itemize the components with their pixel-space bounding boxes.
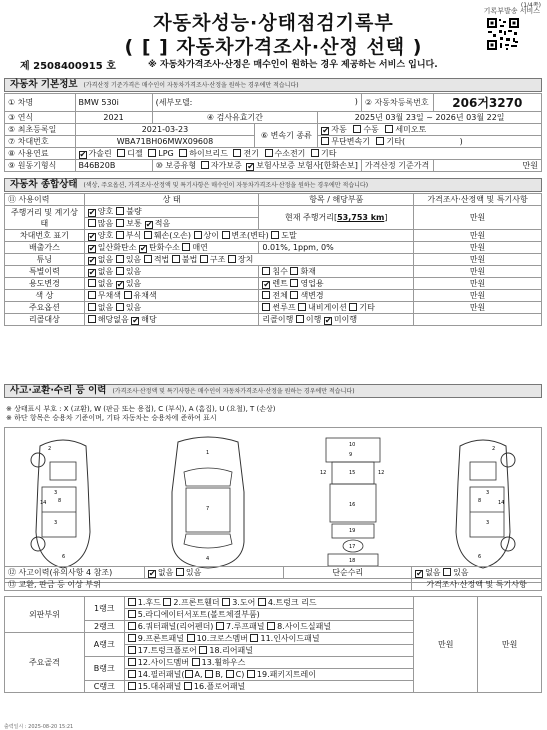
document-title: 자동차성능·상태점검기록부 xyxy=(153,12,394,34)
svg-text:19: 19 xyxy=(349,528,356,534)
svg-text:14: 14 xyxy=(40,500,47,506)
svg-text:4: 4 xyxy=(206,556,210,562)
svg-text:7: 7 xyxy=(206,506,210,512)
service-notice: ※ 자동차가격조사·산정은 매수인이 원하는 경우 제공하는 서비스 입니다. xyxy=(148,60,438,70)
insurer-name: 한화손보 xyxy=(323,161,355,170)
svg-text:3: 3 xyxy=(54,490,58,496)
svg-text:12: 12 xyxy=(320,470,327,476)
passenger-car-note: ※ 하단 항목은 승용차 기준이며, 기타 자동차는 승용차에 준하여 표시 xyxy=(6,414,217,422)
vin-number: WBA71BH06MWX09608 xyxy=(75,136,255,148)
model-year: 2021 xyxy=(75,112,152,124)
engine-type: B46B20B xyxy=(75,160,152,172)
svg-text:3: 3 xyxy=(54,520,58,526)
car-left-side-diagram xyxy=(28,432,98,572)
mail-service-label: 기록부발송 서비스 xyxy=(483,7,540,15)
car-top-diagram xyxy=(158,432,258,572)
car-name: BMW 530i xyxy=(75,94,152,112)
svg-text:2: 2 xyxy=(48,446,52,452)
accident-history-header: 사고·교환·수리 등 이력 (가격조사·산정액 및 특기사항은 매수인이 자동차가격조사·산정을 원하는 경우에만 적습니다) xyxy=(4,384,542,398)
basic-info-header: 자동차 기본정보 (가격산정 기준가격은 매수인이 자동차가격조사·산정을 원하는 경우에만 적습니다) xyxy=(4,78,542,92)
svg-text:6: 6 xyxy=(62,554,66,560)
warranty-options: ⑩ 보증유형 자가보증 ✔ 보험사보증 보험사[한화손보] xyxy=(152,160,361,172)
page-mark: (1/4쪽) xyxy=(520,2,541,9)
svg-text:10: 10 xyxy=(349,442,356,448)
print-timestamp: 출력일시 : 2025-08-20 15:21 xyxy=(4,724,74,730)
document-number: 제 2508400915 호 xyxy=(20,61,116,72)
transmission-options-1: ✔ 자동 수동 세미오토 xyxy=(318,124,542,136)
transmission-options-2: 무단변속기 기타( ) xyxy=(318,136,542,148)
svg-text:6: 6 xyxy=(478,554,482,560)
fuel-options: ✔ 가솔린 디젤 LPG 하이브리드 전기 수소전기 기타 xyxy=(75,148,541,160)
svg-text:1: 1 xyxy=(206,450,210,456)
svg-text:3: 3 xyxy=(486,490,490,496)
first-registration-date: 2021-03-23 xyxy=(75,124,255,136)
svg-text:2: 2 xyxy=(492,446,496,452)
current-mileage: 53,753 km xyxy=(337,213,385,222)
accident-summary-table: ⑫ 사고이력(유의사항 4 참조) ✔ 없음 있음 단순수리 ✔ 없음 있음 ⑬ 교환, 판금 등 이상 부위 가격조사·산정액 및 특기사항 xyxy=(4,566,542,591)
document-subtitle: ( [ ] 자동차가격조사·산정 선택 ) xyxy=(124,36,423,58)
emission-values: 0.01%, 1ppm, 0% xyxy=(259,242,414,254)
symbol-legend: ※ 상태표시 부호 : X (교환), W (판금 또는 용접), C (부식), A (흠집), U (요철), T (손상) xyxy=(6,405,276,413)
basic-info-table: ① 차명 BMW 530i (세부모델: ) ② 자동차등록번호 206거3270 ③ 연식 2021 ④ 검사유효기간 2025년 03월 23일 ~ 2026년 03월 22일 ⑤ 최초등록일 2021-03-23 ⑥ 변속기 종류 ✔ 자동 수동 세미오토 ⑦ 차대번호 WBA71BH06MWX09608 무단변속기 기타( ) ⑧ 사용연료 ✔ 가솔린 디젤 LPG 하이브리드 전기 수소전기 기타 ⑨ 원동기형식 B46B20B ⑩ 보증유형 자가보증 ✔ 보험사보증 보험사[한화손보] 가격산정 기준가격 만원 xyxy=(4,93,542,172)
svg-text:17: 17 xyxy=(349,544,356,550)
svg-text:8: 8 xyxy=(478,498,482,504)
svg-text:9: 9 xyxy=(349,452,353,458)
overall-status-header: 자동차 종합상태 (색상, 주요옵션, 가격조사·산정액 및 특기사항은 매수인이 자동차가격조사·산정을 원하는 경우에만 적습니다) xyxy=(4,178,542,192)
car-right-side-diagram xyxy=(448,432,518,572)
svg-text:16: 16 xyxy=(349,502,356,508)
svg-text:18: 18 xyxy=(349,558,356,564)
svg-text:14: 14 xyxy=(498,500,505,506)
damaged-parts-table: 외판부위 1랭크 1.후드 2.프론트휀더 3.도어 4.트렁크 리드 만원 만원 5.라디에이터서포트(볼트체결부품) 2랭크 6.쿼터패널(리어펜더) 7.루프패널 8.사이드실패널 주요골격 A랭크 9.프론트패널 10.크로스멤버 11.인사이드패널 17.트렁크플로어 18.리어패널 B랭크 12.사이드멤버 13.휠하우스 14.필러패널( A, B, C) 19.패키지트레이 C랭크 15.대쉬패널 16.플로어패널 xyxy=(4,596,542,693)
overall-status-table: ⑪ 사용이력 상 태 항목 / 해당부품 가격조사·산정액 및 특기사항 주행거리 및 계기상태 ✔ 양호 불량 현재 주행거리[53,753 km] 만원 많음 보통 ✔ 적음 차대번호 표기 ✔ 양호 부식 훼손(오손) 상이 변조(변타) 도말 만원 배출가스 ✔ 일산화탄소 ✔ 탄화수소 매연 0.01%, 1ppm, 0% 만원 튜닝 ✔ 없음 있음 적법 불법 구조 장치 만원 특별이력 ✔ 없음 있음 침수 화재 만원 용도변경 없음 ✔ 있음 ✔ 렌트 영업용 만원 색 상 무채색 유채색 전체 색변경 만원 주요옵션 없음 있음 썬루프 내비게이션 기타 만원 리콜대상 해당없음 ✔ 해당 리콜이행 이행 ✔ 미이행 xyxy=(4,193,542,326)
svg-text:15: 15 xyxy=(349,470,356,476)
registration-number: 206거3270 xyxy=(433,94,541,112)
svg-text:3: 3 xyxy=(486,520,490,526)
inspection-valid-period: 2025년 03월 23일 ~ 2026년 03월 22일 xyxy=(318,112,542,124)
svg-text:12: 12 xyxy=(378,470,385,476)
car-frame-diagram xyxy=(318,432,388,572)
svg-text:8: 8 xyxy=(58,498,62,504)
